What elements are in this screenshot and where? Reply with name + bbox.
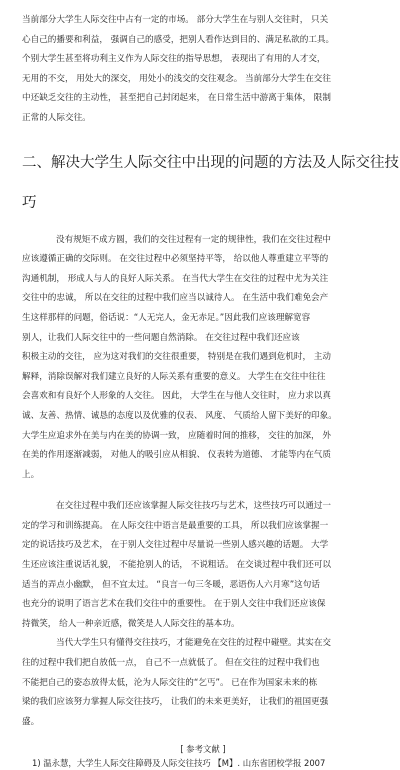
text-line: 中还缺乏交往的主动性， 甚至把自己封闭起来， 在日常生活中游离于集体， 限制 <box>22 93 331 104</box>
text-line: 大学生应追求外在美与内在美的协调一致， 应随着时间的推移， 交往的加深， 外 <box>22 430 331 441</box>
reference-item: 1) 温永慧，大学生人际交往障碍及人际交往技巧 【M】. 山东省团校学报 2007 <box>32 758 326 769</box>
text-line: 当前部分大学生人际交往中占有一定的市场。 部分大学生在与别人交往时， 只关 <box>22 15 329 25</box>
text-line: 会喜欢和有良好个人形象的人交往。 因此， 大学生在与他人交往时， 应力求以真 <box>22 391 331 402</box>
text-line: 生还应该注重说话礼貌， 不能抢别人的话， 不说粗话。 在交谈过程中我们还可以 <box>22 560 331 571</box>
text-line: 心自己的播要和利益， 强调自己的感受，把别人看作达到目的、满足私欲的工具。 <box>22 34 335 45</box>
text-line: 持微笑， 给人一种亲近感，微笑是人人际交往的基本功。 <box>22 618 240 629</box>
text-line: 解释，消除误解对我们建立良好的人际关系有重要的意义。 大学生在交往中往往 <box>22 371 326 382</box>
text-line: 定的学习和训练提高。 在人际交往中语言是最重要的工具， 所以我们应该掌握一 <box>22 520 329 531</box>
text-line: 适当的弄点小幽默， 但不宜太过。 “良言一句三冬暖，恶语伤人六月寒”这句话 <box>22 579 320 590</box>
text-line: 个别大学生甚至将功利主义作为人际交往的指导思想， 表现出了有用的人才交， <box>22 54 326 65</box>
text-line: 没有规矩不成方圆，我们的交往过程有一定的规律性，我们在交往过程中 <box>56 234 332 245</box>
text-line: 生这样那样的问题，俗话说：“人无完人，金无赤足。”因此我们应该理解宽容 <box>22 312 311 323</box>
text-line: 盛。 <box>22 716 40 727</box>
text-line: 梁的我们应该努力掌握人际交往技巧， 让我们的未来更美好， 让我们的祖国更强 <box>22 697 329 708</box>
paragraph-principles <box>22 231 384 486</box>
text-line: 不能把自己的姿态放得太低，沦为人际交往的“乞丐”。 已在作为国家未来的栋 <box>22 677 318 688</box>
heading-line: 巧 <box>22 194 37 211</box>
section-heading <box>22 143 399 223</box>
heading-line: 二、解决大学生人际交往中出现的问题的方法及人际交往技 <box>22 154 399 171</box>
intro-paragraph <box>22 11 384 129</box>
text-line: 诚、友善、热情、诚恳的态度以及优雅的仪表、 风度、 气质给人留下美好的印象。 <box>22 410 337 421</box>
text-line: 上。 <box>22 469 40 480</box>
text-line: 沟通机制， 形成人与人的良好人际关系。 在当代大学生在交往的过程中尤为关注 <box>22 273 329 284</box>
text-line: 无用的不交， 用处大的深交， 用处小的浅交的交往观念。 当前部分大学生在交往 <box>22 73 331 84</box>
text-line: 积极主动的交往， 应为这对我们的交往很重要， 特别是在我们遇到危机时， 主动 <box>22 352 331 363</box>
text-line: 正常的人际交往。 <box>22 112 91 123</box>
paragraph-skills <box>22 497 384 634</box>
text-line: 交往中的忠诚， 所以在交往的过程中我们应当以诚待人。 在生活中我们难免会产 <box>22 293 329 304</box>
text-line: 也充分的说明了语言艺术在我们交往中的重要性。 在于别人交往中我们还应该保 <box>22 599 326 610</box>
paragraph-conclusion <box>22 634 384 732</box>
text-line: 应该遵循正确的交际则。 在交往过程中必须坚持平等， 给以他人尊重建立平等的 <box>22 254 329 265</box>
text-line: 在交往过程中我们还应该掌握人际交往技巧与艺术，这些技巧可以通过一 <box>56 501 332 512</box>
text-line: 往的过程中我们把自放低一点， 自己不一点就低了。 但在交往的过程中我们也 <box>22 658 320 669</box>
text-line: 别人，让我们人际交往中的一些问题自然消除。 在交往过程中我们还应该 <box>22 332 300 343</box>
text-line: 定的说话技巧及艺术， 在于别人交往过程中尽量说一些别人感兴趣的话题。 大学 <box>22 540 329 551</box>
references-title: [ 参考文献 ] <box>180 744 226 755</box>
text-line: 在美的作用逐渐减弱， 对他人的吸引应从相貌、 仪表转为道德、 才能等内在气质 <box>22 450 331 461</box>
text-line: 当代大学生只有懂得交往技巧，才能避免在交往的过程中碰壁。其实在交 <box>56 638 332 649</box>
